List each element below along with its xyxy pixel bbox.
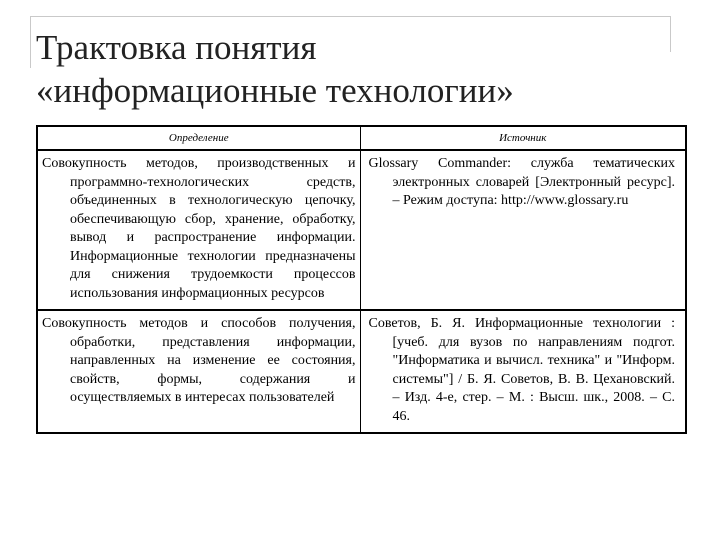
title-line-2: «информационные технологии» xyxy=(36,71,514,110)
definitions-table xyxy=(36,125,687,434)
definition-cell xyxy=(37,150,360,310)
header-source: Источник xyxy=(360,126,686,150)
definition-text: Совокупность методов, производственных и программно-технологических средств, объединенных в технологическую цепочку, обеспечивающую сбор, хранение, обработку, вывод и распространение информации. Информационные технологии предназначены для снижения трудоемкости процессов использования информационных ресурсов xyxy=(42,156,356,301)
source-text: Советов, Б. Я. Информационные технологии : [учеб. для вузов по направлениям подгот. "Информатика и вычисл. техника" и "Информ. системы"] / Б. Я. Советов, В. В. Цехановский. – Изд. 4-е, стер. – М. : Высш. шк., 2008. – С. 46. xyxy=(368,316,675,424)
slide-frame-left-line xyxy=(30,16,31,68)
slide-title xyxy=(36,26,676,112)
table-header-row xyxy=(37,126,686,150)
source-cell xyxy=(360,310,686,433)
header-definition: Определение xyxy=(37,126,360,150)
slide-frame-top-line xyxy=(30,16,670,17)
definitions-table-container xyxy=(36,125,685,434)
source-cell xyxy=(360,150,686,310)
table-row xyxy=(37,310,686,433)
title-line-1: Трактовка понятия xyxy=(36,28,317,67)
definition-text: Совокупность методов и способов получения, обработки, представления информации, направленных на изменение ее состояния, свойств, формы, содержания и осуществляемых в интересах пользователей xyxy=(42,316,356,405)
definition-cell xyxy=(37,310,360,433)
table-row xyxy=(37,150,686,310)
source-text: Glossary Commander: служба тематических электронных словарей [Электронный ресурс]. – Режим доступа: http://www.glossary.ru xyxy=(368,156,675,208)
